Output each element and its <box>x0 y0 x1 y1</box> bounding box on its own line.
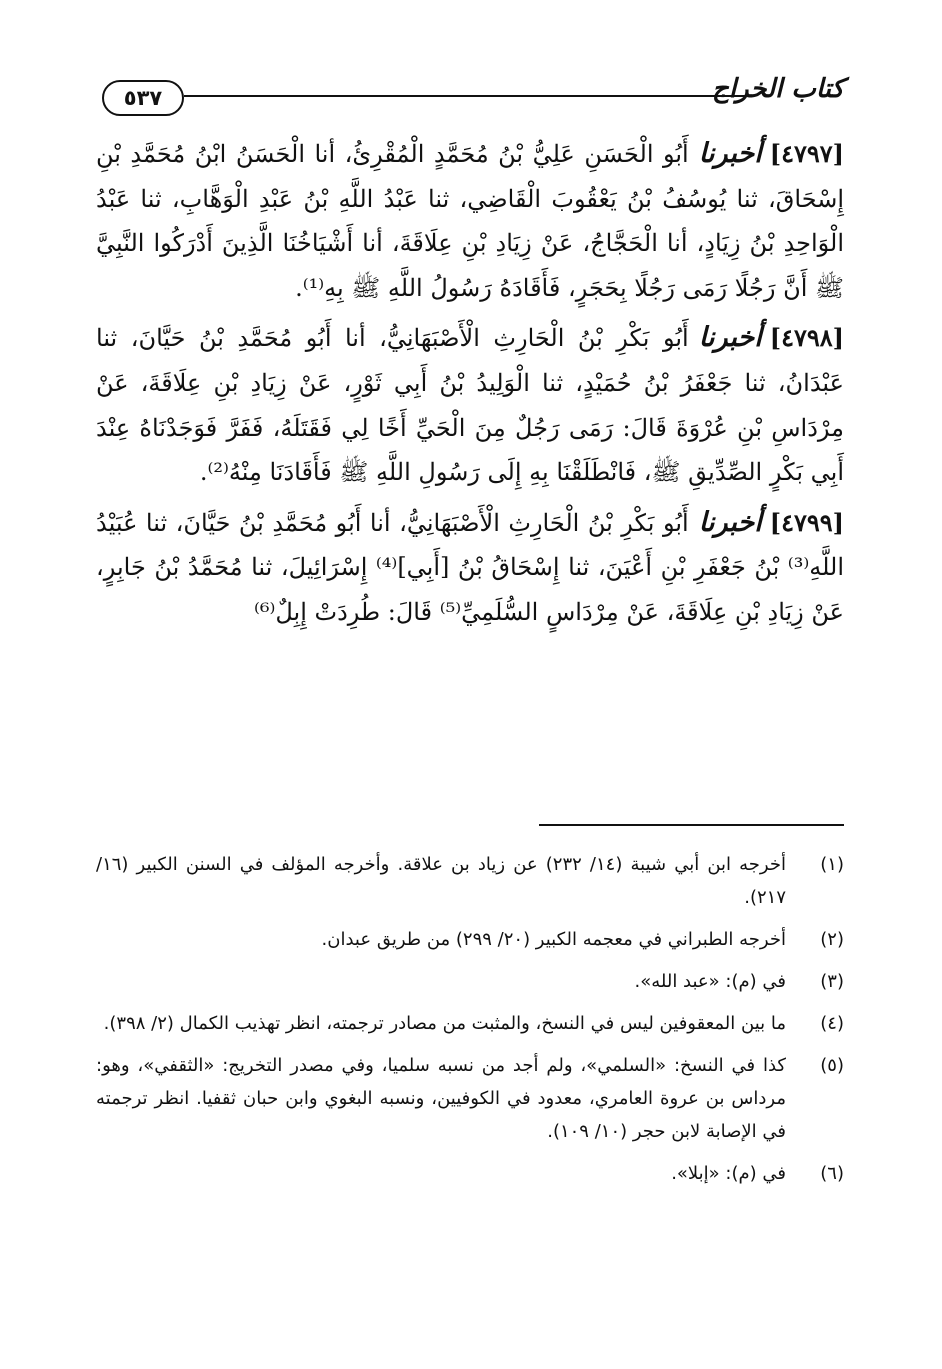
hadith-opening: أخبرنا <box>698 322 762 354</box>
footnote-mark: (٤) <box>820 1013 844 1034</box>
running-title: كتاب الخراج <box>712 74 844 104</box>
hadith-opening: أخبرنا <box>698 138 762 169</box>
hadith-number: [٤٧٩٨] <box>769 323 844 353</box>
footnote-text: في (م): «عبد الله». <box>634 971 786 992</box>
footnotes <box>96 848 844 1199</box>
page-header <box>96 74 844 124</box>
footnote-text: أخرجه ابن أبي شيبة (١٤/ ٢٣٢) عن زياد بن علاقة. وأخرجه المؤلف في السنن الكبير (١٦/ ٢١٧). <box>96 854 786 908</box>
footnote-mark: (٥) <box>820 1055 844 1076</box>
footnote <box>96 848 844 914</box>
hadith-opening: أخبرنا <box>698 506 762 538</box>
footnote-mark: (١) <box>820 854 844 875</box>
hadith-paragraph <box>96 132 844 310</box>
hadith-paragraph <box>96 316 844 494</box>
hadith-number: [٤٧٩٩] <box>769 507 844 537</box>
footnote-text: ما بين المعقوفين ليس في النسخ، والمثبت من مصادر ترجمته، انظر تهذيب الكمال (٢/ ٣٩٨). <box>103 1013 786 1034</box>
footnote <box>96 923 844 956</box>
hadith-text: أَبُو الْحَسَنِ عَلِيُّ بْنُ مُحَمَّدٍ الْمُقْرِئُ، أنا الْحَسَنُ ابْنُ مُحَمَّدِ بْنِ إِسْحَاقَ، ثنا يُوسُفُ بْنُ يَعْقُوبَ الْقَاضِي، ثنا عَبْدُ اللَّهِ بْنُ عَبْدِ الْوَهَّابِ، ثنا عَبْدُ الْوَاحِدِ بْنُ زِيَادٍ، أنا الْحَجَّاجُ، عَنْ زِيَادِ بْنِ عِلَاقَةَ، أنا أَشْيَاخُنَا الَّذِينَ أَدْرَكُوا النَّبِيَّ ﷺ أَنَّ رَجُلًا رَمَى رَجُلًا بِحَجَرٍ، فَأَقَادَهُ رَسُولُ اللَّهِ ﷺ بِهِ⁽¹⁾. <box>96 140 844 302</box>
footnote-mark: (٣) <box>820 971 844 992</box>
footnote-mark: (٢) <box>820 929 844 950</box>
footnote-text: في (م): «إبلا». <box>671 1163 786 1184</box>
footnote <box>96 1157 844 1190</box>
main-text <box>96 132 844 641</box>
footnote <box>96 965 844 998</box>
footnote-separator <box>539 824 844 826</box>
hadith-paragraph <box>96 501 844 635</box>
header-rule <box>184 95 748 97</box>
footnote <box>96 1007 844 1040</box>
hadith-text: أَبُو بَكْرِ بْنُ الْحَارِثِ الْأَصْبَهَانِيُّ، أنا أَبُو مُحَمَّدِ بْنُ حَيَّانَ، ثنا عَبْدَانُ، ثنا جَعْفَرُ بْنُ حُمَيْدٍ، ثنا الْوَلِيدُ بْنُ أَبِي ثَوْرٍ، عَنْ زِيَادِ بْنِ عِلَاقَةَ، عَنْ مِرْدَاسِ بْنِ عُرْوَةَ قَالَ: رَمَى رَجُلٌ مِنَ الْحَيِّ أَخًا لِي فَقَتَلَهُ، فَفَرَّ فَوَجَدْنَاهُ عِنْدَ أَبِي بَكْرٍ الصِّدِّيقِ ﷺ، فَانْطَلَقْنَا بِهِ إِلَى رَسُولِ اللَّهِ ﷺ فَأَقَادَنَا مِنْهُ⁽²⁾. <box>96 324 844 487</box>
hadith-number: [٤٧٩٧] <box>769 139 844 168</box>
hadith-text: أَبُو بَكْرِ بْنُ الْحَارِثِ الْأَصْبَهَانِيُّ، أنا أَبُو مُحَمَّدِ بْنُ حَيَّانَ، ثنا عُبَيْدُ اللَّهِ⁽³⁾ بْنُ جَعْفَرِ بْنِ أَعْيَنَ، ثنا إِسْحَاقُ بْنُ [أَبِي]⁽⁴⁾ إِسْرَائِيلَ، ثنا مُحَمَّدُ بْنُ جَابِرٍ، عَنْ زِيَادِ بْنِ عِلَاقَةَ، عَنْ مِرْدَاسٍ السُّلَمِيِّ⁽⁵⁾ قَالَ: طُرِدَتْ إِبِلٌ⁽⁶⁾ <box>96 508 844 626</box>
page-number-badge <box>102 80 184 116</box>
page-number: ٥٣٧ <box>123 86 163 110</box>
footnote-mark: (٦) <box>820 1163 844 1184</box>
footnote-text: كذا في النسخ: «السلمي»، ولم أجد من نسبه سلميا، وفي مصدر التخريج: «الثقفي»، وهو: مرداس بن عروة العامري، معدود في الكوفيين، ونسبه البغوي وابن حبان ثقفيا. انظر ترجمته في الإصابة لابن حجر (١٠/ ١٠٩). <box>96 1055 786 1142</box>
footnote <box>96 1049 844 1148</box>
footnote-text: أخرجه الطبراني في معجمه الكبير (٢٠/ ٢٩٩) من طريق عبدان. <box>321 929 786 950</box>
